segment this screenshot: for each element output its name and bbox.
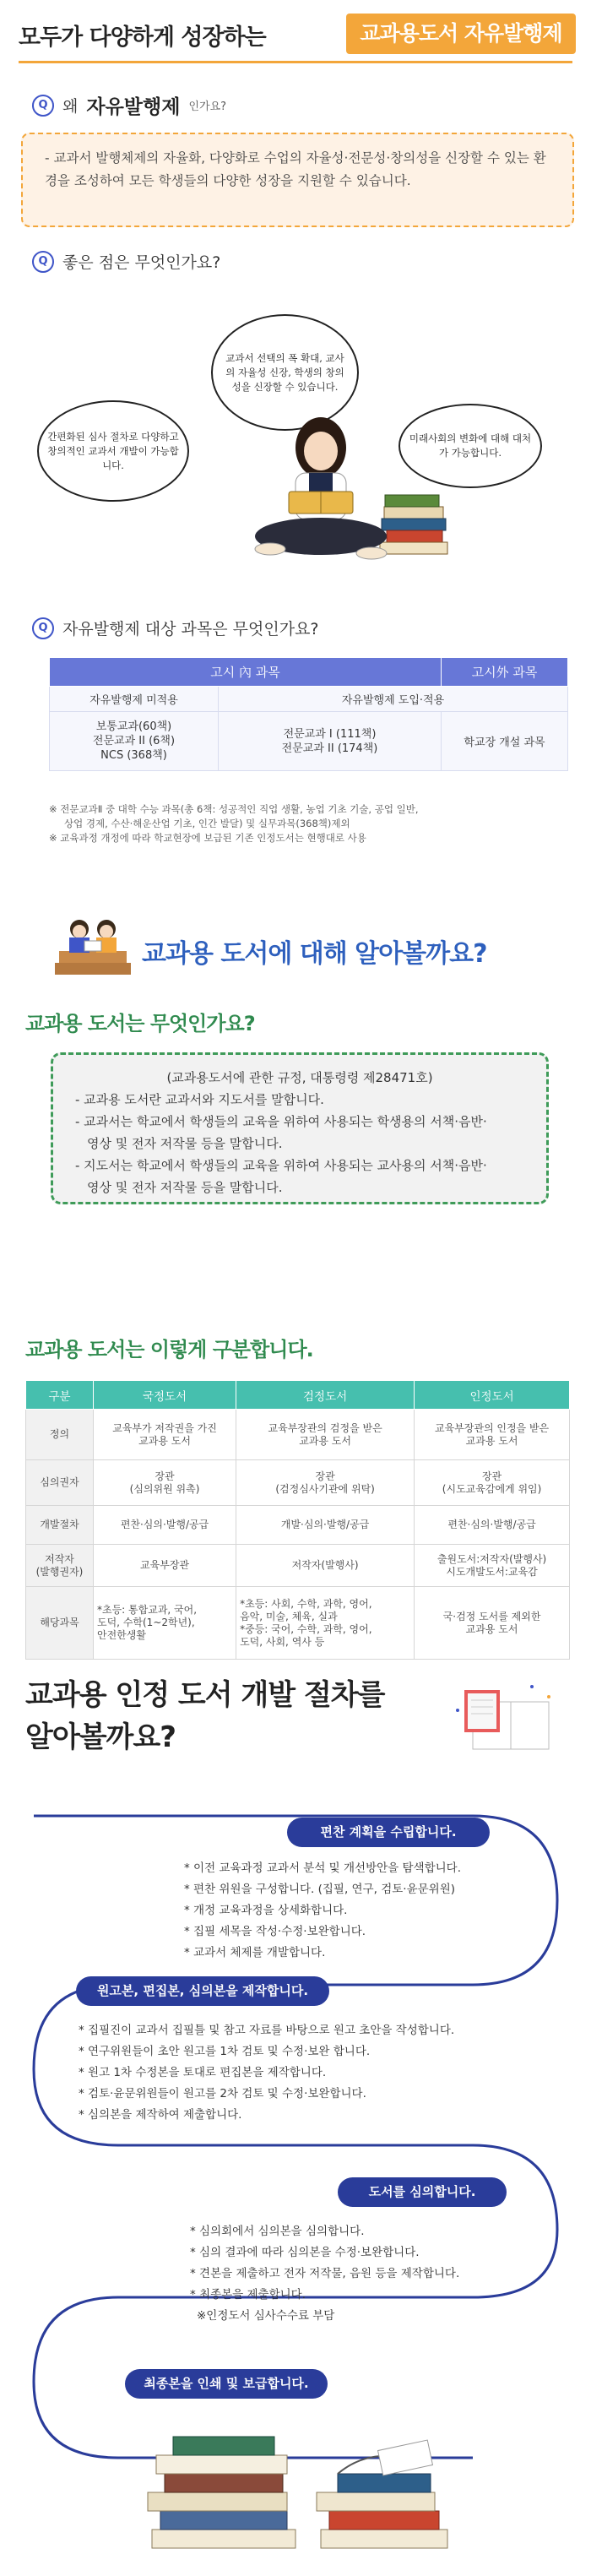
kinds-row-label: 해당과목 [26, 1587, 94, 1660]
kinds-cell: 저작자(발행사) [236, 1545, 415, 1587]
q1-heading [32, 91, 226, 119]
bubble-teacher: 교과서 선택의 폭 확대, 교사의 자율성 신장, 학생의 창의성을 신장할 수 있습니다. [211, 314, 359, 431]
q3-heading [32, 617, 319, 639]
kinds-header: 국정도서 [94, 1381, 236, 1410]
q1-pre: 왜 [62, 97, 79, 116]
subjects-head-right: 고시外 과목 [442, 658, 568, 687]
kinds-row-label: 저작자 (발행권자) [26, 1545, 94, 1587]
kinds-cell: 장관 (시도교육감에게 위임) [415, 1460, 570, 1506]
kinds-cell: 장관 (검정심사기관에 위탁) [236, 1460, 415, 1506]
step2-item: * 검토·윤문위원들이 원고를 2차 검토 및 수정·보완합니다. [79, 2087, 366, 2100]
step3-item: * 견본을 제출하고 전자 저작물, 음원 등을 제작합니다. [190, 2267, 460, 2280]
q2-heading [32, 250, 220, 273]
kinds-cell: 편찬·심의·발행/공급 [415, 1506, 570, 1545]
step3-item: * 심의 결과에 따라 심의본을 수정·보완합니다. [190, 2246, 420, 2259]
kind-title: 교과용 도서는 이렇게 구분합니다. [25, 1338, 313, 1361]
step3-list [190, 2221, 459, 2327]
open-book-icon [456, 1677, 566, 1757]
kinds-header: 검정도서 [236, 1381, 415, 1410]
kinds-cell: 장관 (심의위원 위촉) [94, 1460, 236, 1506]
definition-box [51, 1052, 549, 1204]
kinds-cell: 국·검정 도서를 제외한 교과용 도서 [415, 1587, 570, 1660]
step1-item: * 집필 세목을 작성·수정·보완합니다. [184, 1925, 366, 1938]
step2-title: 원고본, 편집본, 심의본을 제작합니다. [76, 1976, 329, 2006]
step1-list [184, 1858, 461, 1964]
q3-text: 자유발행제 대상 과목은 무엇인가요? [62, 620, 319, 639]
subjects-head-left: 고시 內 과목 [50, 658, 442, 687]
section2-title: 교과용 도서에 대해 알아볼까요? [142, 939, 487, 969]
step2-item: * 연구위원들이 초안 원고를 1차 검토 및 수정·보완 합니다. [79, 2045, 371, 2058]
kinds-cell: *초등: 통합교과, 국어, 도덕, 수학(1~2학년), 안전한생활 [94, 1587, 236, 1660]
q-icon: Q [32, 95, 54, 117]
kinds-cell: 출원도서:저작자(발행사) 시도개발도서:교육감 [415, 1545, 570, 1587]
step2-item: * 원고 1차 수정본을 토대로 편집본을 제작합니다. [79, 2066, 327, 2079]
step4-title: 최종본을 인쇄 및 보급합니다. [125, 2369, 328, 2399]
kinds-cell: *초등: 사회, 수학, 과학, 영어, 음악, 미술, 체육, 실과 *중등: 국어, 수학, 과학, 영어, 도덕, 사회, 역사 등 [236, 1587, 415, 1660]
step3-item: * 심의회에서 심의본을 심의합니다. [190, 2225, 365, 2238]
kinds-row-label: 심의권자 [26, 1460, 94, 1506]
subjects-notes [49, 802, 572, 845]
kinds-header: 인정도서 [415, 1381, 570, 1410]
definition-line: - 교과용 도서란 교과서와 지도서를 말합니다. [75, 1092, 324, 1107]
header-badge: 교과용도서 자유발행제 [346, 14, 576, 54]
q-icon: Q [32, 617, 54, 639]
bubble-review: 간편화된 심사 절차로 다양하고 창의적인 교과서 개발이 가능합니다. [37, 400, 189, 502]
step1-item: * 교과서 체제를 개발합니다. [184, 1946, 326, 1959]
note-line: ※ 교육과정 개정에 따라 학교현장에 보급된 기존 인정도서는 현행대로 사용 [49, 832, 366, 844]
subjects-table [49, 657, 568, 771]
step3-title: 도서를 심의합니다. [338, 2177, 507, 2207]
kids-reading-icon [51, 912, 135, 980]
header-title: 모두가 다양하게 성장하는 [19, 24, 266, 51]
kinds-cell: 교육부장관의 인정을 받은 교과용 도서 [415, 1410, 570, 1460]
q-icon: Q [32, 251, 54, 273]
step1-item: * 편찬 위원을 구성합니다. (집필, 연구, 검토·윤문위원) [184, 1883, 456, 1896]
what-title: 교과용 도서는 무엇인가요? [25, 1012, 255, 1035]
step3-item: ※인정도서 심사수수료 부담 [197, 2309, 335, 2323]
note-line: 상업 경제, 수산·해운산업 기초, 인간 발달) 및 실무과목(368책)제외 [64, 818, 350, 829]
definition-line: - 교과서는 학교에서 학생들의 교육을 위하여 사용되는 학생용의 서책·음반· [75, 1114, 487, 1129]
subjects-row2-c2: 전문교과 I (111책) 전문교과 II (174책) [219, 712, 442, 771]
kinds-row-label: 개발절차 [26, 1506, 94, 1545]
note-line: ※ 전문교과Ⅱ 중 대학 수능 과목(총 6책: 성공적인 직업 생활, 농업 기초 기술, 공업 일반, [49, 803, 419, 815]
q1-strong: 자유발행제 [86, 96, 181, 118]
definition-line: 영상 및 전자 저작물 등을 말합니다. [87, 1180, 283, 1195]
kinds-cell: 교육부장관의 검정을 받은 교과용 도서 [236, 1410, 415, 1460]
step2-item: * 심의본을 제작하여 제출합니다. [79, 2108, 242, 2122]
step2-list [79, 2020, 454, 2126]
step3-item: * 최종본을 제출합니다. [190, 2288, 306, 2302]
subjects-row1-left: 자유발행제 미적용 [50, 687, 219, 712]
step2-item: * 집필진이 교과서 집필틀 및 참고 자료를 바탕으로 원고 초안을 작성합니다. [79, 2024, 455, 2037]
why-box: - 교과서 발행체제의 자율화, 다양화로 수업의 자율성·전문성·창의성을 신장할 수 있는 환경을 조성하여 모든 학생들의 다양한 성장을 지원할 수 있습니다. [21, 133, 574, 227]
subjects-row2-c3: 학교장 개설 과목 [442, 712, 568, 771]
kinds-row-label: 정의 [26, 1410, 94, 1460]
kinds-header: 구분 [26, 1381, 94, 1410]
kinds-cell: 교육부가 저작권을 가진 교과용 도서 [94, 1410, 236, 1460]
kinds-cell: 개발·심의·발행/공급 [236, 1506, 415, 1545]
kinds-table [25, 1380, 570, 1660]
q2-text: 좋은 점은 무엇인가요? [62, 253, 221, 272]
header-divider [19, 61, 572, 63]
definition-line: 영상 및 전자 저작물 등을 말합니다. [87, 1136, 283, 1151]
book-stack-illustration [127, 2411, 481, 2563]
subjects-row1-right: 자유발행제 도입·적용 [219, 687, 568, 712]
section3-title [25, 1674, 384, 1758]
subjects-row2-c1: 보통교과(60책) 전문교과 II (6책) NCS (368책) [50, 712, 219, 771]
bubble-future: 미래사회의 변화에 대해 대처가 가능합니다. [399, 404, 542, 488]
student-reading-illustration [236, 397, 456, 566]
kinds-cell: 교육부장관 [94, 1545, 236, 1587]
kinds-cell: 편찬·심의·발행/공급 [94, 1506, 236, 1545]
section3-title-line2: 알아볼까요? [25, 1720, 176, 1754]
q1-post: 인가요? [188, 101, 227, 113]
definition-line: (교과용도서에 관한 규정, 대통령령 제28471호) [166, 1070, 433, 1085]
step1-title: 편찬 계획을 수립합니다. [287, 1818, 490, 1847]
step1-item: * 개정 교육과정을 상세화합니다. [184, 1904, 348, 1917]
step1-item: * 이전 교육과정 교과서 분석 및 개선방안을 탐색합니다. [184, 1861, 461, 1875]
definition-line: - 지도서는 학교에서 학생들의 교육을 위하여 사용되는 교사용의 서책·음반· [75, 1158, 487, 1173]
section3-title-line1: 교과용 인정 도서 개발 절차를 [25, 1678, 385, 1712]
